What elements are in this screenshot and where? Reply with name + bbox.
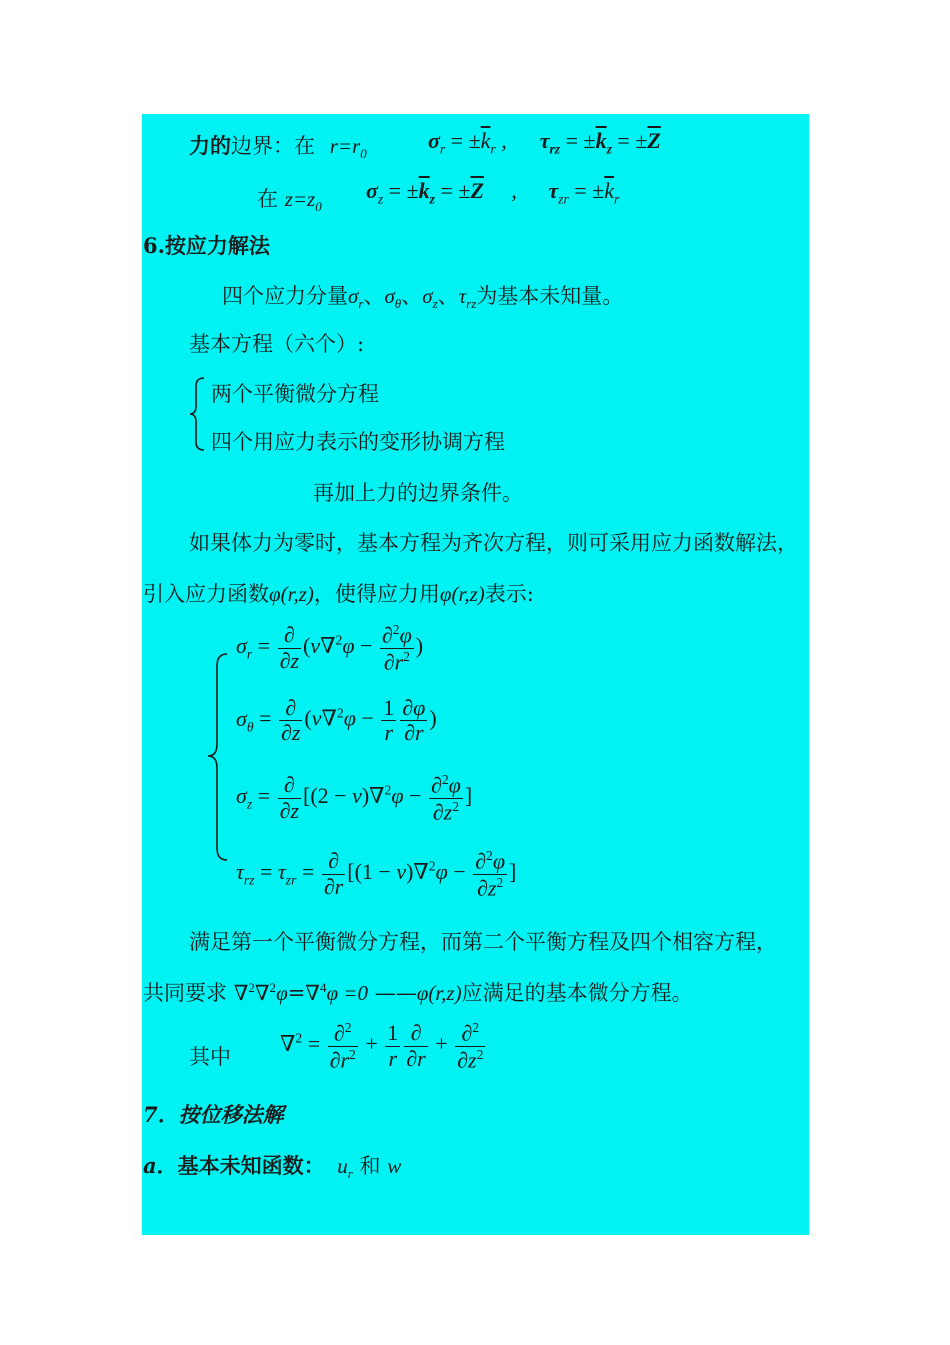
satisfy-paragraph: 满足第一个平衡微分方程，而第二个平衡方程及四个相容方程， <box>189 930 777 954</box>
left-brace-small <box>188 376 208 452</box>
boundary-eq-1: $\sigma_r = \pm\overline{k}_r$ , $\tau_{rz} = \pm\overline{k}_z = \pm\overline{Z}$ <box>428 128 661 157</box>
biharmonic-requirement: 共同要求 ∇$^2$∇$^2$φ=∇$^4$φ =0 ——φ(r,z)应满足的基本微分方程。 <box>143 980 693 1005</box>
section-6-heading: 6.按应力解法 <box>143 233 270 258</box>
where-label: 其中 <box>189 1045 231 1069</box>
body-force-paragraph: 如果体力为零时，基本方程为齐次方程，则可采用应力函数解法， <box>189 531 798 555</box>
unknowns-line: 四个应力分量$\sigma_r$、$\sigma_\theta$、$\sigma_z$、$\tau_{rz}$为基本未知量。 <box>222 284 624 312</box>
basic-equations-label: 基本方程（六个）: <box>189 332 365 356</box>
equation-sigma-z: $\sigma_z$ = $\frac{\partial}{\partial z}$ [(2 − ν)∇$^2$φ − $\frac{\partial^2\varphi}{\partial z^2}$ ] <box>236 772 473 824</box>
equation-tau-rz: $\tau_{rz} = \tau_{zr}$ = $\frac{\partial}{\partial r}$ [(1 − ν)∇$^2$φ − $\frac{\partial^2\varphi}{\partial z^2}$ ] <box>236 848 517 900</box>
section-7-heading: 7．按位移法解 <box>143 1102 284 1127</box>
boundary-line-2: 在 $z=z_0$ <box>257 187 322 215</box>
laplacian-definition: ∇$^2$ = $\frac{\partial^2}{\partial r^2}$ + $\frac{1}{r}$ $\frac{\partial}{\partial r}$ + $\frac{\partial^2}{\partial z^2}$ <box>280 1020 484 1072</box>
brace-item-compatibility: 四个用应力表示的变形协调方程 <box>211 430 505 454</box>
equation-sigma-r: $\sigma_r$ = $\frac{\partial}{\partial z}$ (ν∇$^2$φ − $\frac{\partial^2\varphi}{\partial r^2}$ ) <box>236 622 424 674</box>
brace-item-equilibrium: 两个平衡微分方程 <box>211 382 379 406</box>
equation-sigma-theta: $\sigma_\theta$ = $\frac{\partial}{\partial z}$ (ν∇$^2$φ − $\frac{1}{r}$ $\frac{\partial\varphi}{\partial r}$ ) <box>236 695 437 746</box>
stress-function-intro: 引入应力函数φ(r,z)，使得应力用φ(r,z)表示: <box>143 582 534 606</box>
boundary-condition-note: 再加上力的边界条件。 <box>313 481 523 505</box>
boundary-eq-2: $\sigma_z = \pm\overline{k}_z = \pm\overline{Z}$ , $\tau_{zr} = \pm\overline{k}_r$ <box>366 178 620 207</box>
boundary-line-1: 力的边界：在 $r=r_0$ <box>189 133 367 162</box>
left-brace-large <box>205 652 231 862</box>
item-a-line: a．基本未知函数： $u_r$ 和 w <box>143 1153 402 1182</box>
